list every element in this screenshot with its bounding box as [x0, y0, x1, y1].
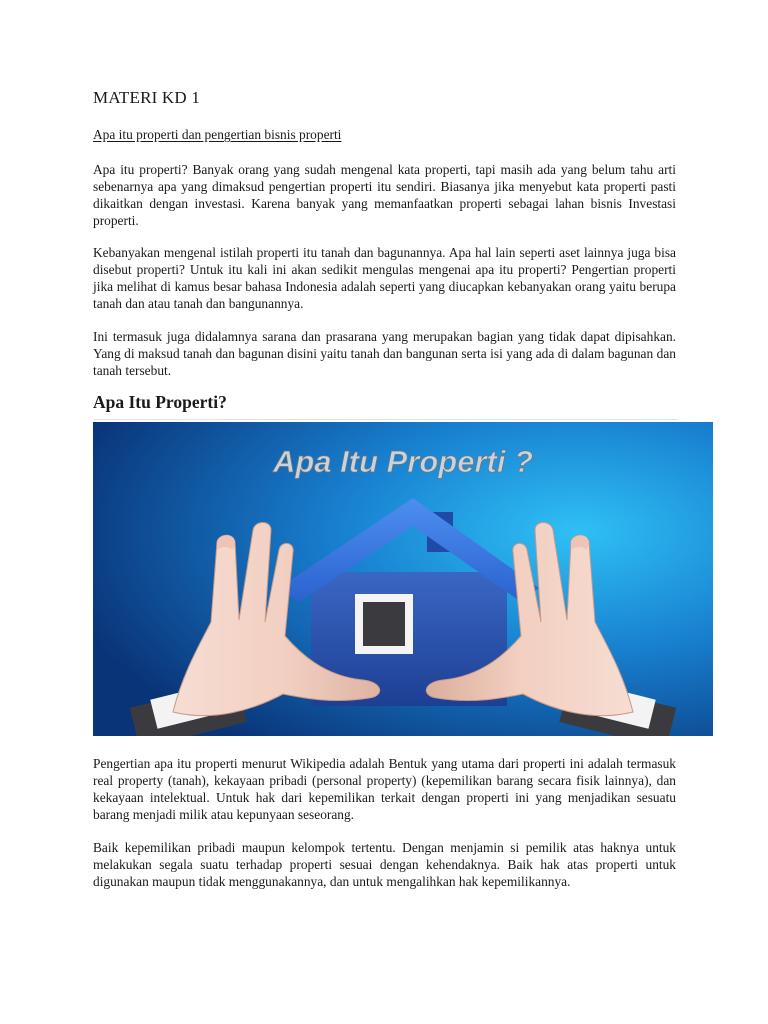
- paragraph-facilities: Ini termasuk juga didalamnya sarana dan prasarana yang merupakan bagian yang tidak dapat dipisahkan. Yang di maksud tanah dan bagunan disini yaitu tanah dan bangunan serta isi yang ada di dalam bagunan dan tanah tersebut.: [93, 329, 676, 378]
- house-illustration: [93, 422, 713, 736]
- paragraph-wikipedia-definition: Pengertian apa itu properti menurut Wikipedia adalah Bentuk yang utama dari properti ini adalah termasuk real property (tanah), kekayaan pribadi (personal property) (kepemilikan barang secara fisik lainnya), dan kekayaan intelektual. Untuk hak dari kepemilikan terkait dengan properti ini yang menjadikan sesuatu barang menjadi milik atau kepunyaan seseorang.: [93, 756, 676, 822]
- figure-banner-text: Apa Itu Properti ?: [272, 444, 534, 479]
- paragraph-ownership: Baik kepemilikan pribadi maupun kelompok tertentu. Dengan menjamin si pemilik atas haknya untuk melakukan segala suatu terhadap properti sesuai dengan kehendaknya. Baik hak atas properti untuk digunakan maupun tidak menggunakannya, dan untuk mengalihkan hak kepemilikannya.: [93, 840, 676, 889]
- document-subtitle: Apa itu properti dan pengertian bisnis properti: [93, 127, 342, 142]
- paragraph-intro: Apa itu properti? Banyak orang yang sudah mengenal kata properti, tapi masih ada yang belum tahu arti sebenarnya apa yang dimaksud pengertian properti itu sendiri. Biasanya jika menyebut kata properti pasti dikaitkan dengan investasi. Karena banyak yang memanfaatkan properti sebagai lahan bisnis Investasi properti.: [93, 162, 676, 228]
- document-title: MATERI KD 1: [93, 88, 201, 107]
- section-heading: Apa Itu Properti?: [93, 392, 678, 420]
- paragraph-definition: Kebanyakan mengenal istilah properti itu tanah dan bagunannya. Apa hal lain seperti aset lainnya juga bisa disebut properti? Untuk itu kali ini akan sedikit mengulas mengenai apa itu properti? Pengertian properti jika melihat di kamus besar bahasa Indonesia adalah seperti yang diucapkan kebanyakan orang yaitu berupa tanah dan atau tanah dan bangunannya.: [93, 245, 676, 311]
